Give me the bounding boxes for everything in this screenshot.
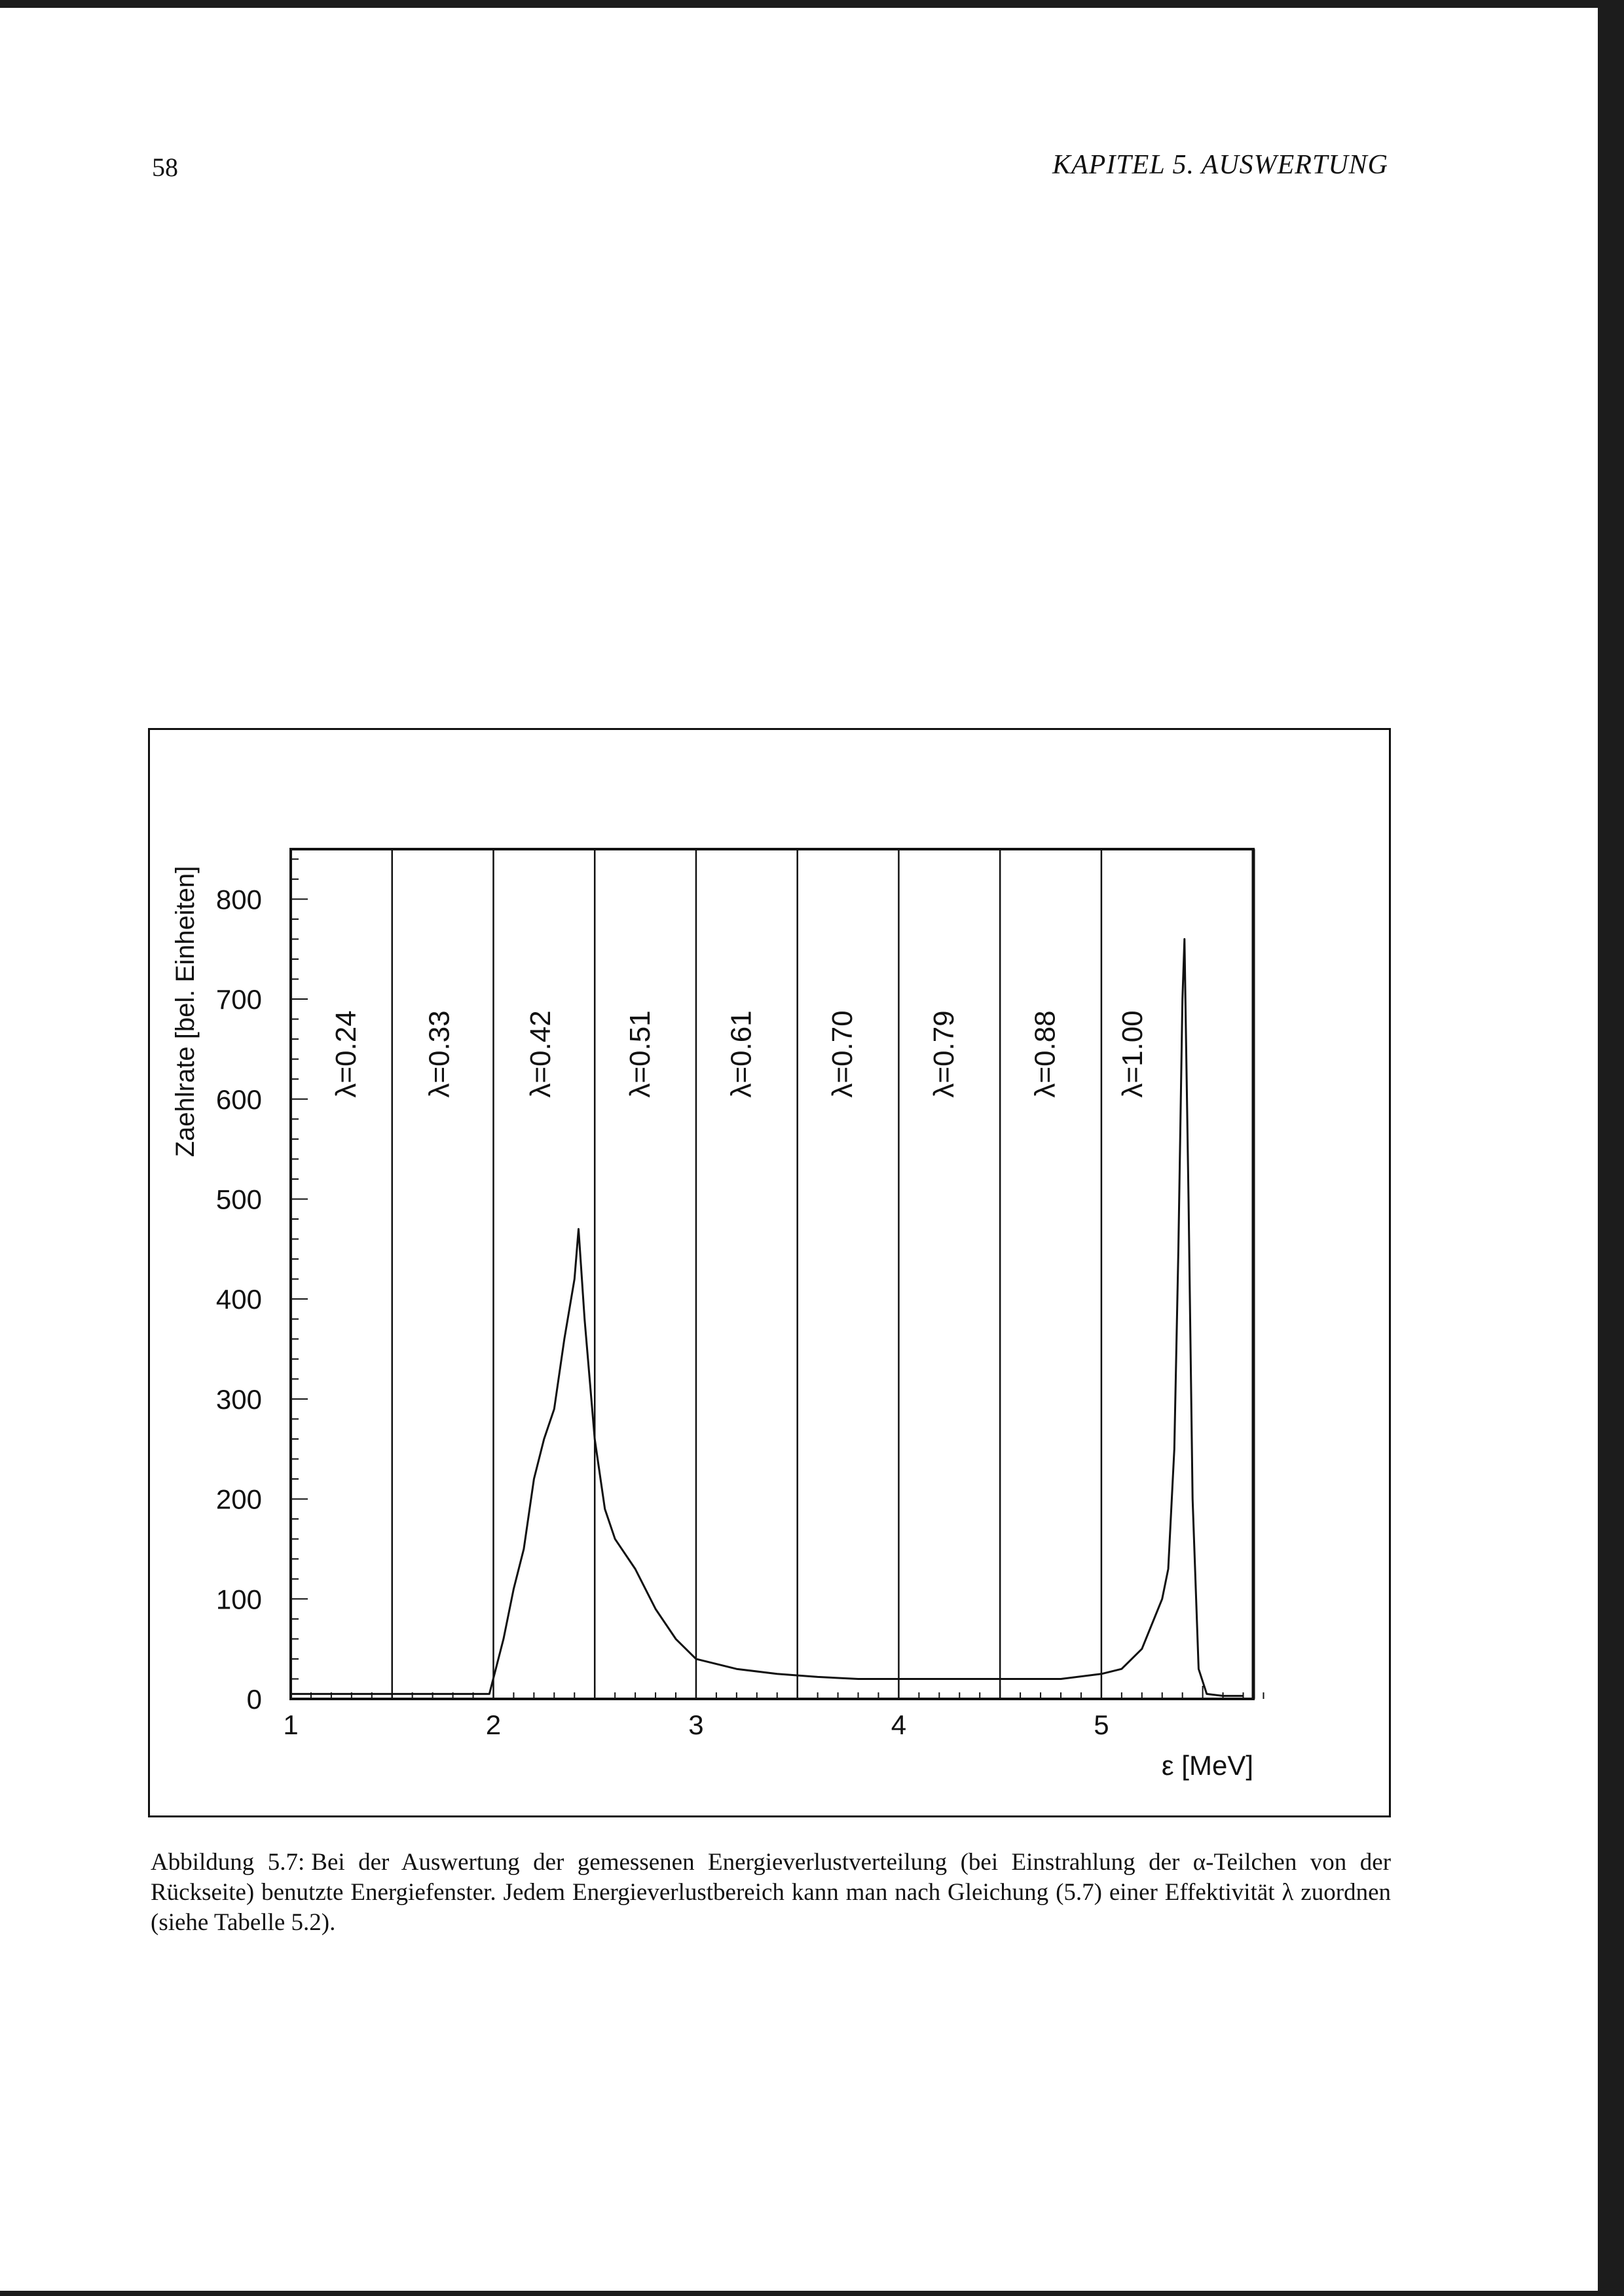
window-label: λ=0.42 [525,1010,557,1098]
x-tick-label: 3 [688,1709,704,1740]
plot-area-frame [291,849,1253,1699]
y-tick-label: 100 [215,1584,262,1615]
y-tick-label: 400 [215,1284,262,1315]
window-label: λ=0.61 [725,1010,758,1098]
y-tick-label: 300 [215,1383,262,1415]
x-tick-label: 5 [1094,1709,1109,1740]
caption-label: Abbildung 5.7: [151,1849,305,1876]
y-tick-label: 500 [215,1184,262,1215]
running-header: KAPITEL 5. AUSWERTUNG [1052,150,1388,180]
page-number: 58 [152,153,178,182]
y-tick-label: 700 [215,984,262,1015]
x-tick-label: 1 [283,1709,299,1740]
caption-text: Bei der Auswertung der gemessenen Energieverlustverteilung (bei Einstrahlung der α-Teilchen von der Rückseite) benutzte Energiefenster. Jedem Energieverlustbereich kann man nach Gleichung (5.7) einer Effektivität λ zuordnen (siehe Tabelle 5.2). [151,1849,1392,1936]
y-tick-label: 0 [246,1684,262,1715]
y-axis-label: Zaehlrate [bel. Einheiten] [171,866,200,1157]
x-tick-label: 2 [485,1709,502,1740]
window-label: λ=0.24 [330,1010,363,1098]
y-tick-label: 200 [215,1484,262,1515]
window-label: λ=0.79 [927,1010,960,1098]
window-label: λ=1.00 [1116,1010,1149,1098]
window-label: λ=0.33 [423,1010,456,1098]
figure-caption [151,1848,1391,1938]
y-tick-label: 600 [215,1084,262,1115]
window-label: λ=0.70 [826,1010,859,1098]
x-axis-label: ε [MeV] [1161,1750,1253,1781]
window-label: λ=0.51 [623,1010,656,1098]
y-tick-label: 800 [215,884,262,915]
x-tick-label: 4 [891,1709,907,1740]
window-label: λ=0.88 [1029,1010,1061,1098]
